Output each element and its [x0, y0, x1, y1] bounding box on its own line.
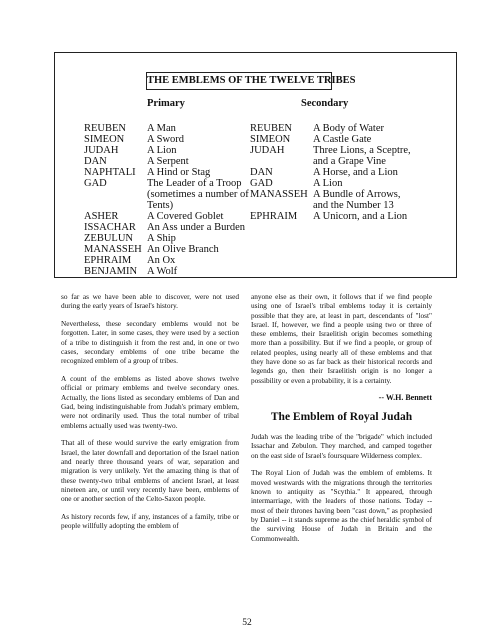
tribe-name: GAD: [84, 178, 107, 189]
emblem-description: Tents): [147, 200, 174, 211]
emblem-row: [250, 178, 445, 189]
tribe-name: BENJAMIN: [84, 266, 138, 277]
emblem-row: [250, 189, 445, 200]
primary-emblems-list: [84, 123, 249, 277]
emblem-description: An Olive Branch: [147, 244, 219, 255]
emblem-description: The Leader of a Troop: [147, 178, 242, 189]
emblem-row: [250, 211, 445, 222]
tribe-name: ISSACHAR: [84, 222, 136, 233]
emblem-description: A Sword: [147, 134, 185, 145]
tribe-name: DAN: [250, 167, 273, 178]
emblems-table-title: THE EMBLEMS OF THE TWELVE TRIBES: [146, 72, 332, 90]
tribe-name: SIMEON: [250, 134, 291, 145]
emblem-description: A Lion: [147, 145, 177, 156]
left-paragraph: That all of these would survive the early emigration from Israel, the later downfall and deportation of the Israel nation and nearly three thousand years of war, separation and migration is very unlikely. Yet the amazing thing is that of these twenty-two tribal emblems of ancient Israel, at least nineteen are, or until very recently have been, emblems of one or another section of the Celto-Saxon people.: [61, 438, 239, 504]
emblem-description: A Castle Gate: [313, 134, 372, 145]
emblem-description: A Body of Water: [313, 123, 384, 134]
page-number: 52: [242, 618, 252, 628]
tribe-name: EPHRAIM: [84, 255, 132, 266]
tribe-name: JUDAH: [250, 145, 285, 156]
left-paragraph: A count of the emblems as listed above shows twelve official or primary emblems and twelve secondary ones. Actually, the lions listed as secondary emblems of Dan and Gad, being indistinguishable from Judah's primary emblem, were not ordinarily used. Thus the total number of tribal emblems actually used was twenty-two.: [61, 374, 239, 430]
tribe-name: DAN: [84, 156, 107, 167]
primary-heading: Primary: [147, 98, 185, 109]
emblem-row: [84, 255, 244, 266]
right-paragraph: Judah was the leading tribe of the "brigade" which included Issachar and Zebulon. They marched, and camped together on the east side of Israel's foursquare Wilderness complex.: [251, 432, 432, 460]
tribe-name: NAPHTALI: [84, 167, 136, 178]
emblem-row: [250, 200, 445, 211]
emblem-description: A Horse, and a Lion: [313, 167, 398, 178]
tribe-name: SIMEON: [84, 134, 125, 145]
tribe-name: MANASSEH: [84, 244, 142, 255]
emblem-description: A Hind or Stag: [147, 167, 211, 178]
emblem-description: and a Grape Vine: [313, 156, 386, 167]
right-paragraph: anyone else as their own, it follows that if we find people using one of Israel's tribal emblems today it is certainly possible that they are, at least in part, descendants of "lost" Israel. If, however, we find a people using two or three of these emblems, their Israelitish origin becomes something more than a possibility. But if we find a people, or group of related peoples, using nearly all of these emblems and that they have done so as far back as their historical records and legends go, then their Israelitish origin is no longer a possibility or even a probability, it is a certainty.: [251, 292, 432, 385]
left-text-column: [61, 292, 239, 539]
emblem-description: A Covered Goblet: [147, 211, 224, 222]
emblem-row: [84, 233, 244, 244]
author-signature: -- W.H. Bennett: [378, 393, 432, 403]
emblem-row: [250, 123, 445, 134]
emblem-row: [84, 167, 244, 178]
tribe-name: ZEBULUN: [84, 233, 133, 244]
emblem-description: A Ship: [147, 233, 176, 244]
emblem-description: A Bundle of Arrows,: [313, 189, 401, 200]
emblem-row: [84, 178, 244, 189]
emblem-row: [84, 211, 244, 222]
tribe-name: MANASSEH: [250, 189, 308, 200]
secondary-emblems-list: [250, 123, 445, 222]
tribe-name: REUBEN: [250, 123, 292, 134]
emblem-row: [84, 244, 244, 255]
emblem-description: (sometimes a number of: [147, 189, 249, 200]
emblem-description: A Serpent: [147, 156, 189, 167]
tribe-name: GAD: [250, 178, 273, 189]
emblem-description: A Lion: [313, 178, 343, 189]
emblem-row: [250, 156, 445, 167]
emblem-row: [84, 134, 244, 145]
emblem-row: [250, 145, 445, 156]
emblem-description: A Man: [147, 123, 176, 134]
right-paragraph: The Royal Lion of Judah was the emblem of emblems. It moved westwards with the migrations through the territories known to antiquity as "Scythia." It appeared, through intermarriage, with the leaders of those nations. Today -- most of their thrones having been "cast down," as prophesied by Daniel -- it stands supreme as the chief heraldic symbol of the surviving House of Judah in Britain and the Commonwealth.: [251, 468, 432, 543]
emblem-description: A Wolf: [147, 266, 178, 277]
tribe-name: JUDAH: [84, 145, 119, 156]
tribe-name: ASHER: [84, 211, 119, 222]
emblem-row: [250, 167, 445, 178]
left-paragraph: As history records few, if any, instances of a family, tribe or people willfully adopting the emblem of: [61, 511, 239, 531]
emblem-row: [84, 266, 244, 277]
emblem-description: and the Number 13: [313, 200, 394, 211]
emblem-description: A Unicorn, and a Lion: [313, 211, 408, 222]
emblem-row: [84, 222, 244, 233]
right-text-column: [251, 292, 432, 551]
emblem-description: An Ass under a Burden: [147, 222, 245, 233]
tribe-name: REUBEN: [84, 123, 126, 134]
emblem-row: [250, 134, 445, 145]
tribe-name: EPHRAIM: [250, 211, 298, 222]
emblem-row: [84, 189, 249, 200]
emblem-row: [84, 145, 244, 156]
left-paragraph: Nevertheless, these secondary emblems would not be forgotten. Later, in some cases, they were used by a section of a tribe to distinguish it from the rest and, in one or two cases, secondary emblems of one tribe became the recognized emblem of a group of tribes.: [61, 319, 239, 366]
emblem-description: Three Lions, a Sceptre,: [313, 145, 411, 156]
emblem-description: An Ox: [147, 255, 176, 266]
emblem-row: [84, 123, 244, 134]
section-heading: The Emblem of Royal Judah: [270, 410, 413, 423]
left-paragraph: so far as we have been able to discover, were not used during the early years of Israel's history.: [61, 292, 239, 311]
secondary-heading: Secondary: [301, 98, 349, 109]
emblem-row: [84, 156, 244, 167]
emblem-row: [84, 200, 244, 211]
